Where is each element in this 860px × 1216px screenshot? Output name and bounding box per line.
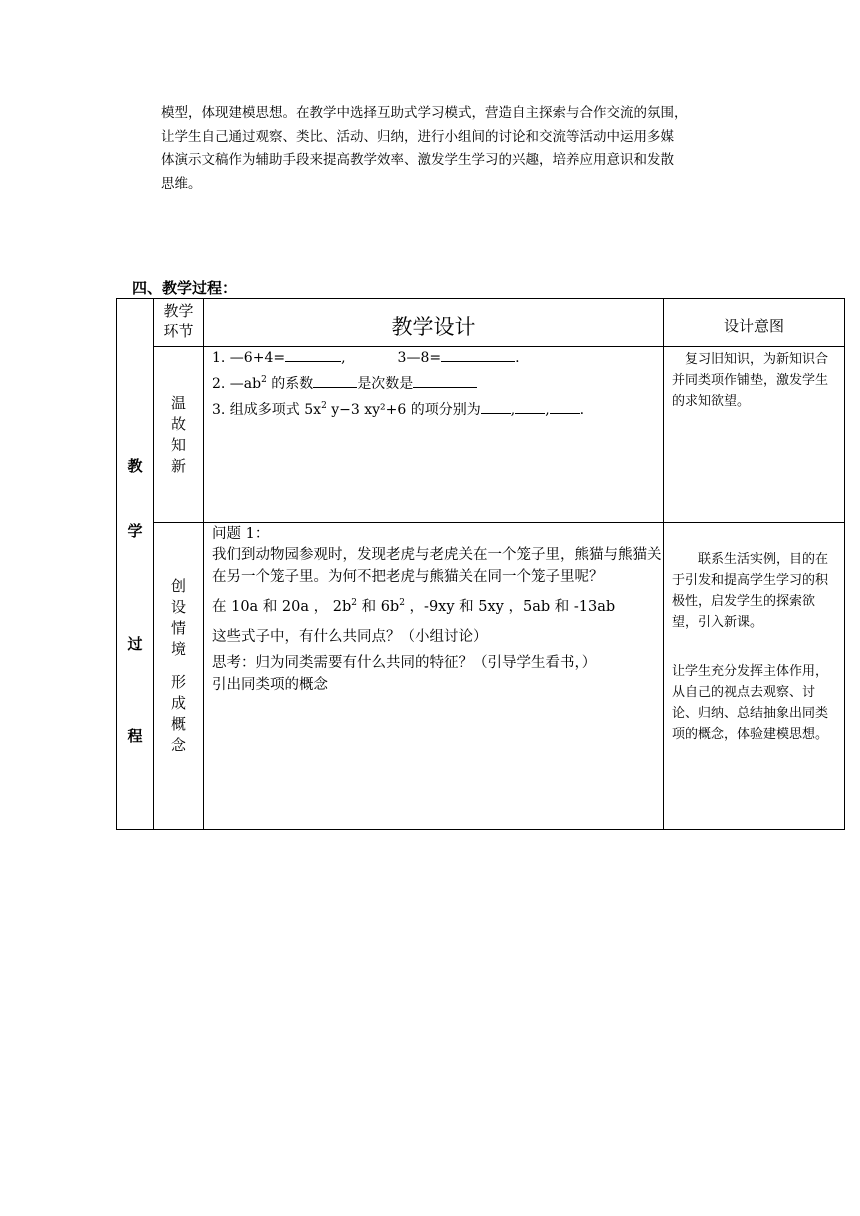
review-question-3: 3. 组成多项式 $5x^2$ y−3 xy²+6 的项分别为 , , . <box>212 401 585 418</box>
stage-header: 教学 环节 <box>163 302 194 340</box>
conclusion: 引出同类项的概念 <box>212 677 328 693</box>
concept-intent-1: 联系生活实例，目的在于引发和提高学生学习的积极性，启发学生的探索欲望，引入新课。 <box>672 552 829 630</box>
stage-concept: 创 设 情 境 形 成 概 念 <box>170 577 186 754</box>
concept-intent-2: 让学生充分发挥主体作用，从自己的视点去观察、讨论、归纳、总结抽象出同类项的概念，体验建模思想。 <box>672 664 829 742</box>
teaching-process-table: 教学 环节 教学设计 设计意图 教 学 过 程 温 故 知 新 1. —6+4= , 3—8= . 2. $—ab^2$ 的系数 是次数是 3. 组成多项式 $5x^2$ y−3 xy²+6 的项分别为 , , . 复习旧知识，为新知识合并同类项作铺垫，激发学生的求知欲望。 创 设 情 境 形 成 概 念 问题 1： 我们到动物园参观时，发现老虎与老虎关在一个笼子里，熊猫与熊猫关在另一个笼子里。为何不把老虎与熊猫关在同一个笼子里呢？ 在 10a 和 20a ， $2b^2$ 和 $6b^2$ ，-9xy 和 5xy ，5ab 和 -13ab 这些式子中，有什么共同点？（小组讨论） 思考：归为同类需要有什么共同的特征？（引导学生看书，） 引出同类项的概念 联系生活实例，目的在于引发和提高学生学习的积极性，启发学生的探索欲望，引入新课。 让学生充分发挥主体作用，从自己的视点去观察、讨论、归纳、总结抽象出同类项的概念，体验建模思想。 <box>116 298 845 830</box>
concept-design <box>212 524 662 696</box>
answer-blank <box>550 399 580 414</box>
review-intent: 复习旧知识，为新知识合并同类项作铺垫，激发学生的求知欲望。 <box>672 352 829 409</box>
expressions: 在 10a 和 20a ， $2b^2$ 和 $6b^2$ ，-9xy 和 5xy ，5ab 和 -13ab <box>212 598 616 615</box>
think-prompt: 思考：归为同类需要有什么共同的特征？（引导学生看书，） <box>212 655 597 671</box>
answer-blank <box>441 347 515 362</box>
intro-line: 让学生自己通过观察、类比、活动、归纳，进行小组间的讨论和交流等活动中运用多媒 <box>161 128 674 145</box>
answer-blank <box>285 347 341 362</box>
answer-blank <box>481 399 511 414</box>
design-header: 教学设计 <box>391 315 476 339</box>
review-question-1: 1. —6+4= , 3—8= . <box>212 347 584 369</box>
intro-paragraph <box>161 102 741 196</box>
intent-header: 设计意图 <box>723 317 784 335</box>
discussion: 这些式子中，有什么共同点？（小组讨论） <box>212 629 488 645</box>
intro-line: 体演示文稿作为辅助手段来提高教学效率、激发学生学习的兴趣，培养应用意识和发散 <box>161 152 674 168</box>
grid-line <box>153 522 844 523</box>
review-questions <box>212 347 584 421</box>
problem-title: 问题 1： <box>212 526 270 542</box>
grid-line <box>203 299 204 829</box>
review-question-2: 2. $—ab^2$ 的系数 是次数是 <box>212 369 584 395</box>
problem-text: 我们到动物园参观时，发现老虎与老虎关在一个笼子里，熊猫与熊猫关在另一个笼子里。为何不把老虎与熊猫关在同一个笼子里呢？ <box>212 547 662 585</box>
answer-blank <box>313 373 357 388</box>
answer-blank <box>413 373 477 388</box>
stage-review: 温 故 知 新 <box>170 394 186 475</box>
intro-line: 思维。 <box>161 175 202 192</box>
answer-blank <box>515 399 545 414</box>
intro-line: 模型，体现建模思想。在教学中选择互助式学习模式，营造自主探索与合作交流的氛围， <box>161 105 688 121</box>
section-heading: 四、教学过程： <box>132 279 238 297</box>
grid-line <box>663 299 664 829</box>
